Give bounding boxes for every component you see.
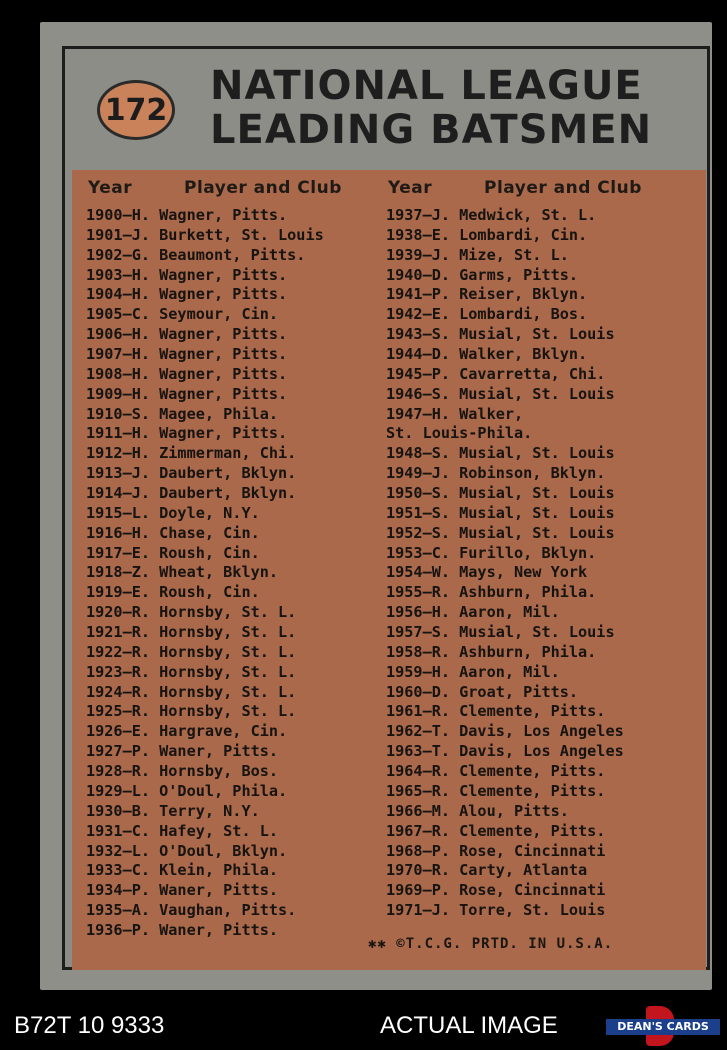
batsman-entry: 1954—W. Mays, New York (386, 563, 588, 582)
batsman-entry: 1943—S. Musial, St. Louis (386, 325, 615, 344)
batsman-entry: 1959—H. Aaron, Mil. (386, 662, 560, 681)
batsman-entry: 1915—L. Doyle, N.Y. (86, 503, 260, 522)
card-number: 172 (104, 92, 168, 128)
batsman-entry: 1949—J. Robinson, Bklyn. (386, 464, 606, 483)
batsman-entry: 1934—P. Waner, Pitts. (86, 881, 279, 900)
batsman-entry: 1912—H. Zimmerman, Chi. (86, 444, 297, 463)
batsman-entry: 1903—H. Wagner, Pitts. (86, 265, 288, 284)
batsman-entry: 1925—R. Hornsby, St. L. (86, 702, 297, 721)
batsman-entry: 1971—J. Torre, St. Louis (386, 901, 606, 920)
batsman-entry: 1953—C. Furillo, Bklyn. (386, 543, 597, 562)
batsman-entry: 1935—A. Vaughan, Pitts. (86, 901, 297, 920)
batsman-entry: 1964—R. Clemente, Pitts. (386, 762, 606, 781)
card-code: B72T 10 9333 (14, 1012, 165, 1039)
batsman-entry: 1904—H. Wagner, Pitts. (86, 285, 288, 304)
batsman-entry: 1939—J. Mize, St. L. (386, 245, 569, 264)
left-player-header: Player and Club (184, 178, 342, 198)
batsman-entry: 1969—P. Rose, Cincinnati (386, 881, 606, 900)
batsman-entry: 1920—R. Hornsby, St. L. (86, 603, 297, 622)
batsman-entry: 1961—R. Clemente, Pitts. (386, 702, 606, 721)
batsman-entry: 1914—J. Daubert, Bklyn. (86, 484, 297, 503)
deans-cards-logo (606, 1006, 720, 1046)
batsman-entry: 1942—E. Lombardi, Bos. (386, 305, 588, 324)
batsman-entry: St. Louis-Phila. (386, 424, 533, 443)
title-line-2: LEADING BATSMEN (210, 107, 653, 153)
batsman-entry: 1970—R. Carty, Atlanta (386, 861, 588, 880)
batsman-entry: 1968—P. Rose, Cincinnati (386, 841, 606, 860)
card-number-badge (97, 80, 175, 140)
batsman-entry: 1957—S. Musial, St. Louis (386, 623, 615, 642)
batsman-entry: 1955—R. Ashburn, Phila. (386, 583, 597, 602)
batsman-entry: 1965—R. Clemente, Pitts. (386, 781, 606, 800)
batsman-entry: 1938—E. Lombardi, Cin. (386, 225, 588, 244)
batsman-entry: 1963—T. Davis, Los Angeles (386, 742, 624, 761)
title-line-1: NATIONAL LEAGUE (210, 63, 643, 109)
right-player-header: Player and Club (484, 178, 642, 198)
batsman-entry: 1958—R. Ashburn, Phila. (386, 642, 597, 661)
batsman-entry: 1966—M. Alou, Pitts. (386, 801, 569, 820)
batsman-entry: 1931—C. Hafey, St. L. (86, 821, 279, 840)
batsman-entry: 1926—E. Hargrave, Cin. (86, 722, 288, 741)
batsman-entry: 1901—J. Burkett, St. Louis (86, 225, 324, 244)
right-year-header: Year (388, 178, 433, 198)
batsman-entry: 1928—R. Hornsby, Bos. (86, 762, 279, 781)
batsman-entry: 1937—J. Medwick, St. L. (386, 206, 597, 224)
actual-image-label: ACTUAL IMAGE (380, 1012, 558, 1039)
batsman-entry: 1922—R. Hornsby, St. L. (86, 642, 297, 661)
copyright-note: ✱✱ ©T.C.G. PRTD. IN U.S.A. (368, 936, 614, 952)
batsman-entry: 1946—S. Musial, St. Louis (386, 384, 615, 403)
batsman-entry: 1947—H. Walker, (386, 404, 524, 423)
batsman-entry: 1919—E. Roush, Cin. (86, 583, 260, 602)
batsman-entry: 1962—T. Davis, Los Angeles (386, 722, 624, 741)
batsman-entry: 1923—R. Hornsby, St. L. (86, 662, 297, 681)
batsman-entry: 1913—J. Daubert, Bklyn. (86, 464, 297, 483)
batsman-entry: 1960—D. Groat, Pitts. (386, 682, 579, 701)
batsman-entry: 1902—G. Beaumont, Pitts. (86, 245, 306, 264)
batsman-entry: 1940—D. Garms, Pitts. (386, 265, 579, 284)
batsman-entry: 1909—H. Wagner, Pitts. (86, 384, 288, 403)
batsman-entry: 1950—S. Musial, St. Louis (386, 484, 615, 503)
batsman-entry: 1911—H. Wagner, Pitts. (86, 424, 288, 443)
batsman-entry: 1936—P. Waner, Pitts. (86, 920, 279, 939)
batsman-entry: 1956—H. Aaron, Mil. (386, 603, 560, 622)
batsman-entry: 1917—E. Roush, Cin. (86, 543, 260, 562)
batsman-entry: 1906—H. Wagner, Pitts. (86, 325, 288, 344)
batsman-entry: 1907—H. Wagner, Pitts. (86, 345, 288, 364)
batsman-entry: 1930—B. Terry, N.Y. (86, 801, 260, 820)
batsman-entry: 1910—S. Magee, Phila. (86, 404, 279, 423)
batsman-entry: 1948—S. Musial, St. Louis (386, 444, 615, 463)
batsman-entry: 1952—S. Musial, St. Louis (386, 523, 615, 542)
batsman-entry: 1924—R. Hornsby, St. L. (86, 682, 297, 701)
batsman-entry: 1918—Z. Wheat, Bklyn. (86, 563, 279, 582)
left-year-header: Year (88, 178, 133, 198)
batsman-entry: 1927—P. Waner, Pitts. (86, 742, 279, 761)
logo-text: DEAN'S CARDS (606, 1019, 720, 1035)
batsman-entry: 1905—C. Seymour, Cin. (86, 305, 279, 324)
batsman-entry: 1951—S. Musial, St. Louis (386, 503, 615, 522)
batsman-entry: 1941—P. Reiser, Bklyn. (386, 285, 588, 304)
left-batsmen-list (86, 206, 324, 941)
batsman-entry: 1933—C. Klein, Phila. (86, 861, 279, 880)
card-title (210, 64, 690, 152)
batsman-entry: 1908—H. Wagner, Pitts. (86, 364, 288, 383)
batsman-entry: 1945—P. Cavarretta, Chi. (386, 364, 606, 383)
batsman-entry: 1932—L. O'Doul, Bklyn. (86, 841, 288, 860)
right-batsmen-list (386, 206, 624, 921)
batsman-entry: 1900—H. Wagner, Pitts. (86, 206, 288, 224)
batsman-entry: 1967—R. Clemente, Pitts. (386, 821, 606, 840)
batsman-entry: 1921—R. Hornsby, St. L. (86, 623, 297, 642)
batsman-entry: 1929—L. O'Doul, Phila. (86, 781, 288, 800)
batsman-entry: 1944—D. Walker, Bklyn. (386, 345, 588, 364)
batsman-entry: 1916—H. Chase, Cin. (86, 523, 260, 542)
